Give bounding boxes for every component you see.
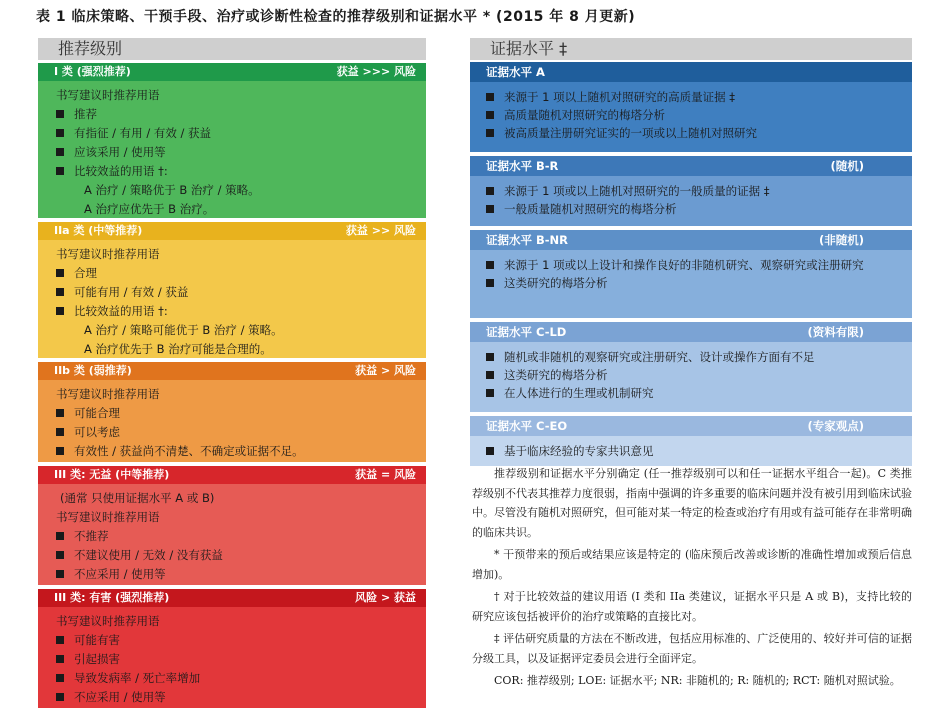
- bullet-item: 可能有害: [56, 631, 416, 650]
- recommendation-class-3: [38, 362, 426, 462]
- class-text: A 治疗优先于 B 治疗可能是合理的。: [84, 342, 272, 356]
- class-text: 书写建议时推荐用语: [56, 247, 160, 261]
- bullet-item: 可以考虑: [56, 423, 416, 442]
- bullet-item: 应该采用 / 使用等: [56, 143, 416, 162]
- recommendation-column: [38, 38, 426, 712]
- bullet-item: 比较效益的用语 †:: [56, 302, 416, 321]
- level-tag: (非随机): [818, 233, 864, 247]
- bullet-item: 被高质量注册研究证实的一项或以上随机对照研究: [486, 124, 902, 142]
- bullet-item: 来源于 1 项以上随机对照研究的高质量证据 ‡: [486, 88, 902, 106]
- recommendation-class-1: [38, 63, 426, 218]
- evidence-level-2: [470, 156, 912, 226]
- footnote-paragraph: ‡ 评估研究质量的方法在不断改进，包括应用标准的、广泛使用的、较好并可信的证据分级工具，以及证据评定委员会进行全面评定。: [472, 632, 912, 665]
- level-tag: (资料有限): [807, 325, 864, 339]
- class-text: A 治疗 / 策略可能优于 B 治疗 / 策略。: [84, 323, 283, 337]
- recommendation-header: 推荐级别: [38, 38, 426, 60]
- class-label: III 类: 有害 (强烈推荐): [54, 591, 170, 604]
- footnotes: [472, 464, 912, 694]
- bullet-item: 高质量随机对照研究的梅塔分析: [486, 106, 902, 124]
- evidence-level-3: [470, 230, 912, 318]
- bullet-item: 导致发病率 / 死亡率增加: [56, 669, 416, 688]
- bullet-item: 一般质量随机对照研究的梅塔分析: [486, 200, 902, 218]
- bullet-item: 基于临床经验的专家共识意见: [486, 442, 902, 460]
- class-text: A 治疗 / 策略优于 B 治疗 / 策略。: [84, 183, 260, 197]
- class-label: IIb 类 (弱推荐): [54, 364, 132, 377]
- evidence-level-5: [470, 416, 912, 466]
- bullet-item: 比较效益的用语 †:: [56, 162, 416, 181]
- class-label: III 类: 无益 (中等推荐): [54, 468, 170, 481]
- footnote-paragraph: COR: 推荐级别; LOE: 证据水平; NR: 非随机的; R: 随机的; RCT: 随机对照试验。: [494, 674, 901, 687]
- recommendation-class-5: [38, 589, 426, 708]
- benefit-risk-ratio: 获益 > 风险: [355, 364, 416, 377]
- bullet-item: 可能有用 / 有效 / 获益: [56, 283, 416, 302]
- level-body: [470, 250, 912, 318]
- class-text: A 治疗应优先于 B 治疗。: [84, 202, 215, 216]
- benefit-risk-ratio: 获益 = 风险: [355, 468, 416, 481]
- table-title: 表 1 临床策略、干预手段、治疗或诊断性检查的推荐级别和证据水平 * (2015 年 8 月更新): [36, 9, 636, 25]
- bullet-item: 引起损害: [56, 650, 416, 669]
- bullet-item: 不建议使用 / 无效 / 没有获益: [56, 546, 416, 565]
- class-text: 书写建议时推荐用语: [56, 387, 160, 401]
- evidence-header: 证据水平 ‡: [470, 38, 912, 60]
- bullet-item: 来源于 1 项或以上随机对照研究的一般质量的证据 ‡: [486, 182, 902, 200]
- bullet-item: 这类研究的梅塔分析: [486, 274, 902, 292]
- class-header-bar: [38, 222, 426, 240]
- class-header-bar: [38, 63, 426, 81]
- bullet-item: 可能合理: [56, 404, 416, 423]
- level-tag: (随机): [830, 159, 864, 173]
- bullet-item: 这类研究的梅塔分析: [486, 366, 902, 384]
- evidence-level-4: [470, 322, 912, 412]
- benefit-risk-ratio: 获益 >> 风险: [345, 224, 416, 237]
- level-label: 证据水平 B-R: [486, 159, 559, 173]
- footnote-paragraph: † 对于比较效益的建议用语 (I 类和 IIa 类建议，证据水平只是 A 或 B)，支持比较的研究应该包括被评价的治疗或策略的直接比对。: [472, 590, 912, 623]
- recommendation-class-4: [38, 466, 426, 585]
- benefit-risk-ratio: 风险 > 获益: [355, 591, 416, 604]
- footnote-paragraph: 推荐级别和证据水平分别确定 (任一推荐级别可以和任一证据水平组合一起)。C 类推荐级别不代表其推荐力度很弱，指南中强调的许多重要的临床问题并没有被引用到临床试验中。尽管没有随机对照研究，但可能对某一特定的检查或治疗有用或有益可能存在非常明确的临床共识。: [472, 467, 912, 539]
- level-header-bar: [470, 156, 912, 176]
- level-body: [470, 82, 912, 152]
- level-header-bar: [470, 322, 912, 342]
- class-label: I 类 (强烈推荐): [54, 65, 131, 78]
- class-header-bar: [38, 362, 426, 380]
- class-text: 书写建议时推荐用语: [56, 510, 160, 524]
- class-text: (通常 只使用证据水平 A 或 B): [60, 491, 215, 505]
- class-body: [38, 484, 426, 585]
- level-header-bar: [470, 230, 912, 250]
- bullet-item: 不推荐: [56, 527, 416, 546]
- evidence-column: [470, 38, 912, 470]
- class-label: IIa 类 (中等推荐): [54, 224, 143, 237]
- class-header-bar: [38, 466, 426, 484]
- bullet-item: 合理: [56, 264, 416, 283]
- level-label: 证据水平 C-LD: [486, 325, 567, 339]
- level-header-bar: [470, 62, 912, 82]
- class-body: [38, 607, 426, 708]
- level-label: 证据水平 B-NR: [486, 233, 569, 247]
- evidence-level-1: [470, 62, 912, 152]
- level-body: [470, 342, 912, 412]
- class-text: 书写建议时推荐用语: [56, 614, 160, 628]
- level-body: [470, 176, 912, 226]
- level-tag: (专家观点): [807, 419, 864, 433]
- bullet-item: 不应采用 / 使用等: [56, 565, 416, 584]
- level-label: 证据水平 C-EO: [486, 419, 568, 433]
- benefit-risk-ratio: 获益 >>> 风险: [336, 65, 416, 78]
- class-text: 书写建议时推荐用语: [56, 88, 160, 102]
- bullet-item: 随机或非随机的观察研究或注册研究、设计或操作方面有不足: [486, 348, 902, 366]
- bullet-item: 推荐: [56, 105, 416, 124]
- bullet-item: 有指征 / 有用 / 有效 / 获益: [56, 124, 416, 143]
- level-body: [470, 436, 912, 466]
- bullet-item: 在人体进行的生理或机制研究: [486, 384, 902, 402]
- bullet-item: 不应采用 / 使用等: [56, 688, 416, 707]
- level-label: 证据水平 A: [486, 65, 545, 79]
- class-header-bar: [38, 589, 426, 607]
- footnote-paragraph: * 干预带来的预后或结果应该是特定的 (临床预后改善或诊断的准确性增加或预后信息增加)。: [472, 548, 912, 581]
- bullet-item: 有效性 / 获益尚不清楚、不确定或证据不足。: [56, 442, 416, 461]
- level-header-bar: [470, 416, 912, 436]
- recommendation-class-2: [38, 222, 426, 358]
- bullet-item: 来源于 1 项或以上设计和操作良好的非随机研究、观察研究或注册研究: [486, 256, 902, 274]
- class-body: [38, 380, 426, 462]
- class-body: [38, 81, 426, 218]
- class-body: [38, 240, 426, 358]
